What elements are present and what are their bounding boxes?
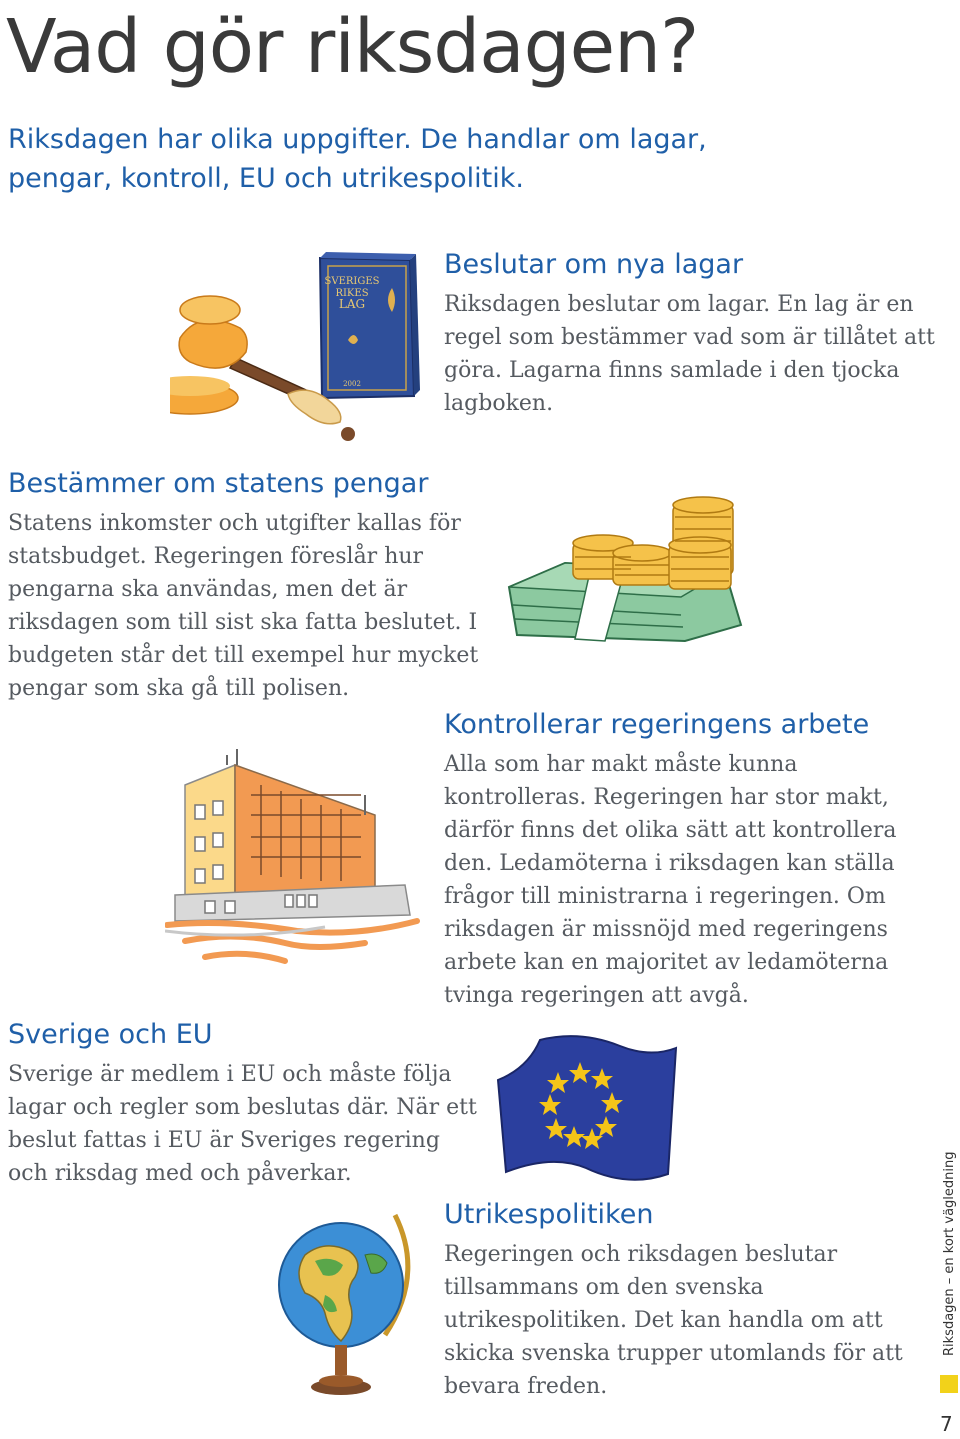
section-laws-heading: Beslutar om nya lagar [444,249,744,280]
sidebar-text: Riksdagen – en kort vägledning [942,1151,957,1356]
section-foreign-heading: Utrikespolitiken [444,1199,654,1230]
section-control-heading: Kontrollerar regeringens arbete [444,709,870,740]
section-laws [444,248,944,420]
book-title-line1: SVERIGES [324,276,380,287]
book-title-line3: LAG [338,297,366,311]
section-eu [8,1018,478,1190]
book-title-line2: RIKES [335,288,369,299]
coin-stacks [573,497,733,589]
section-foreign-body: Regeringen och riksdagen beslutar tillsammans om den svenska utrikespolitiken. Det kan handla om att skicka svenska trupper utomlands för att bevara freden. [444,1242,903,1399]
section-laws-body: Riksdagen beslutar om lagar. En lag är en regel som bestämmer vad som är tillåtet att göra. Lagarna finns samlade i den tjocka lagboken. [444,292,935,416]
book-year: 2002 [343,380,361,388]
section-eu-body: Sverige är medlem i EU och måste följa lagar och regler som beslutas där. När ett beslut fattas i EU är Sveriges regering och riksdag med och påverkar. [8,1062,477,1186]
globe-illustration [275,1195,425,1410]
money-illustration [505,495,745,645]
intro-text: Riksdagen har olika uppgifter. De handlar om lagar, pengar, kontroll, EU och utrikespolitik. [8,124,707,194]
section-eu-heading: Sverige och EU [8,1019,213,1050]
gavel-and-lawbook-illustration [170,248,430,448]
accent-square [940,1375,958,1393]
sidebar-publication-title [938,1151,960,1360]
section-money-heading: Bestämmer om statens pengar [8,468,429,499]
section-foreign [444,1198,904,1403]
parliament-building-illustration [165,745,420,975]
section-money-body: Statens inkomster och utgifter kallas för statsbudget. Regeringen föreslår hur pengarna ska användas, men det är riksdagen som till sist ska fatta beslutet. I budgeten står det till exempel hur mycket pengar som ska gå till polisen. [8,511,479,701]
page-title: Vad gör riksdagen? [6,4,699,90]
section-control [444,708,924,1012]
section-control-body: Alla som har makt måste kunna kontrolleras. Regeringen har stor makt, därför finns det olika sätt att kontrollera den. Ledamöterna i riksdagen kan ställa frågor till ministrarna i regeringen. Om riksdagen är missnöjd med regeringens arbete kan en majoritet av ledamöterna tvinga regeringen att avgå. [444,752,897,1008]
lawbook [320,252,420,398]
eu-flag-illustration [480,1030,680,1185]
page-number: 7 [940,1412,953,1436]
section-money [8,467,488,705]
